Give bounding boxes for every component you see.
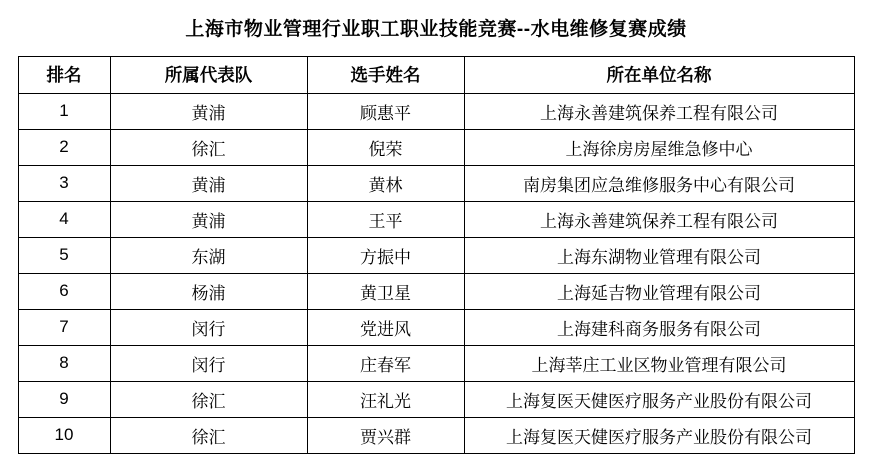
cell-team: 闵行 [110, 345, 307, 381]
table-row [18, 165, 854, 201]
cell-team: 徐汇 [110, 381, 307, 417]
cell-rank: 6 [18, 273, 110, 309]
table-row [18, 237, 854, 273]
cell-rank: 10 [18, 417, 110, 453]
cell-unit: 上海东湖物业管理有限公司 [464, 237, 854, 273]
cell-unit: 上海徐房房屋维急修中心 [464, 129, 854, 165]
cell-unit: 上海复医天健医疗服务产业股份有限公司 [464, 417, 854, 453]
column-header-player: 选手姓名 [307, 56, 464, 93]
cell-player: 黄卫星 [307, 273, 464, 309]
cell-rank: 1 [18, 93, 110, 129]
cell-unit: 上海复医天健医疗服务产业股份有限公司 [464, 381, 854, 417]
cell-team: 黄浦 [110, 201, 307, 237]
cell-player: 方振中 [307, 237, 464, 273]
cell-unit: 上海莘庄工业区物业管理有限公司 [464, 345, 854, 381]
table-row [18, 417, 854, 453]
cell-team: 徐汇 [110, 129, 307, 165]
cell-rank: 8 [18, 345, 110, 381]
table-row [18, 93, 854, 129]
cell-player: 黄林 [307, 165, 464, 201]
cell-unit: 上海建科商务服务有限公司 [464, 309, 854, 345]
table-header [18, 56, 854, 93]
cell-player: 倪荣 [307, 129, 464, 165]
cell-rank: 5 [18, 237, 110, 273]
table-row [18, 273, 854, 309]
cell-unit: 南房集团应急维修服务中心有限公司 [464, 165, 854, 201]
cell-rank: 9 [18, 381, 110, 417]
table-header-row [18, 56, 854, 93]
cell-rank: 4 [18, 201, 110, 237]
cell-unit: 上海永善建筑保养工程有限公司 [464, 93, 854, 129]
cell-rank: 7 [18, 309, 110, 345]
table-row [18, 201, 854, 237]
column-header-unit: 所在单位名称 [464, 56, 854, 93]
table-row [18, 309, 854, 345]
cell-team: 闵行 [110, 309, 307, 345]
cell-team: 徐汇 [110, 417, 307, 453]
cell-team: 黄浦 [110, 93, 307, 129]
table-row [18, 345, 854, 381]
cell-player: 汪礼光 [307, 381, 464, 417]
cell-player: 王平 [307, 201, 464, 237]
table-body [18, 93, 854, 453]
cell-rank: 2 [18, 129, 110, 165]
cell-player: 顾惠平 [307, 93, 464, 129]
column-header-rank: 排名 [18, 56, 110, 93]
cell-team: 东湖 [110, 237, 307, 273]
cell-rank: 3 [18, 165, 110, 201]
cell-player: 党进风 [307, 309, 464, 345]
column-header-team: 所属代表队 [110, 56, 307, 93]
cell-unit: 上海永善建筑保养工程有限公司 [464, 201, 854, 237]
page-title: 上海市物业管理行业职工职业技能竞赛--水电维修复赛成绩 [185, 19, 687, 40]
cell-unit: 上海延吉物业管理有限公司 [464, 273, 854, 309]
cell-team: 黄浦 [110, 165, 307, 201]
cell-team: 杨浦 [110, 273, 307, 309]
cell-player: 庄春军 [307, 345, 464, 381]
results-table [18, 56, 855, 454]
cell-player: 贾兴群 [307, 417, 464, 453]
table-row [18, 129, 854, 165]
table-row [18, 381, 854, 417]
